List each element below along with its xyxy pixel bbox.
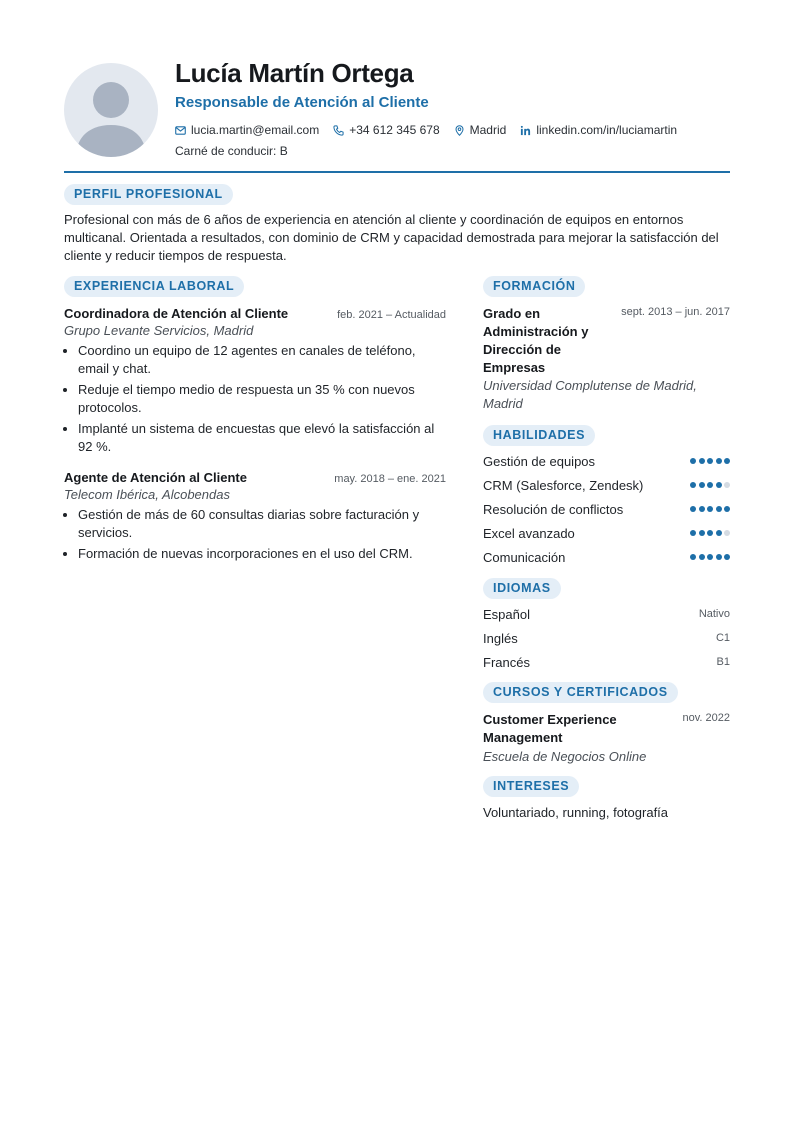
user-silhouette-icon (64, 63, 158, 157)
experience-item (64, 306, 446, 459)
skill-dot-filled (716, 458, 722, 464)
skill-dot-empty (724, 530, 730, 536)
section-heading-education: FORMACIÓN (483, 276, 585, 297)
skill-dot-filled (699, 554, 705, 560)
degree-institution: Universidad Complutense de Madrid, Madrid (483, 378, 697, 411)
email-text: lucia.martin@email.com (191, 123, 320, 137)
course-date: nov. 2022 (682, 712, 730, 724)
skill-dot-empty (724, 482, 730, 488)
skill-level-dots (688, 482, 731, 488)
section-heading-experience: EXPERIENCIA LABORAL (64, 276, 244, 297)
skill-dot-filled (690, 530, 696, 536)
skill-dot-filled (690, 506, 696, 512)
driving-license: Carné de conducir: B (175, 144, 288, 158)
language-level: B1 (716, 656, 730, 668)
avatar (64, 63, 158, 157)
section-heading-languages: IDIOMAS (483, 578, 561, 599)
section-heading-profile: PERFIL PROFESIONAL (64, 184, 233, 205)
skill-name: Excel avanzado (483, 525, 575, 541)
language-level: Nativo (698, 608, 730, 620)
job-bullet: • Reduje el tiempo medio de respuesta un 35 % con nuevos protocolos. (78, 381, 446, 417)
language-level: C1 (715, 632, 730, 644)
skill-dot-filled (699, 530, 705, 536)
skill-dot-filled (724, 506, 730, 512)
contact-location (454, 123, 507, 137)
job-bullet: • Implanté un sistema de encuestas que elevó la satisfacción al 92 %. (78, 420, 446, 456)
interests-text: Voluntariado, running, fotografía (483, 805, 669, 820)
skill-row (483, 521, 730, 545)
section-heading-interests: INTERESES (483, 776, 579, 797)
education-item (483, 305, 730, 413)
skill-dot-filled (716, 530, 722, 536)
job-bullet: • Coordino un equipo de 12 agentes en canales de teléfono, email y chat. (78, 342, 446, 378)
degree-date: sept. 2013 – jun. 2017 (621, 306, 730, 318)
job-title: Coordinadora de Atención al Cliente (64, 306, 289, 321)
skill-level-dots (688, 530, 731, 536)
skill-level-dots (688, 458, 731, 464)
languages-list (483, 602, 730, 674)
skill-dot-filled (707, 554, 713, 560)
language-row (483, 626, 730, 650)
contact-phone[interactable] (333, 123, 439, 137)
skill-row (483, 473, 730, 497)
skill-name: Comunicación (483, 549, 566, 565)
linkedin-text: linkedin.com/in/luciamartin (536, 123, 678, 137)
language-name: Español (483, 606, 530, 622)
skill-dot-filled (699, 458, 705, 464)
skill-dot-filled (716, 554, 722, 560)
skill-dot-filled (716, 506, 722, 512)
skill-dot-filled (724, 458, 730, 464)
job-company: Telecom Ibérica, Alcobendas (64, 487, 230, 502)
language-name: Inglés (483, 630, 518, 646)
skill-dot-filled (690, 482, 696, 488)
skills-list (483, 449, 730, 569)
experience-item (64, 470, 446, 566)
candidate-role: Responsable de Atención al Cliente (175, 94, 429, 111)
skill-name: CRM (Salesforce, Zendesk) (483, 477, 644, 493)
contact-email[interactable] (175, 123, 319, 137)
job-company: Grupo Levante Servicios, Madrid (64, 323, 254, 338)
skill-dot-filled (707, 458, 713, 464)
location-text: Madrid (469, 123, 507, 137)
contact-list (175, 123, 691, 137)
skill-dot-filled (707, 506, 713, 512)
job-bullet: • Formación de nuevas incorporaciones en el uso del CRM. (78, 545, 446, 563)
course-item (483, 711, 730, 766)
skill-dot-filled (707, 530, 713, 536)
language-row (483, 650, 730, 674)
skill-dot-filled (724, 554, 730, 560)
skill-row (483, 497, 730, 521)
contact-linkedin[interactable] (520, 123, 677, 137)
degree-title: Grado en Administración y Dirección de Empresas (483, 306, 589, 375)
skill-level-dots (688, 554, 731, 560)
language-row (483, 602, 730, 626)
skill-dot-filled (699, 482, 705, 488)
language-name: Francés (483, 654, 530, 670)
job-bullet: • Gestión de más de 60 consultas diarias sobre facturación y servicios. (78, 506, 446, 542)
skill-row (483, 449, 730, 473)
skill-name: Gestión de equipos (483, 453, 596, 469)
map-pin-icon (454, 125, 465, 136)
section-heading-skills: HABILIDADES (483, 425, 595, 446)
course-provider: Escuela de Negocios Online (483, 749, 647, 764)
skill-dot-filled (699, 506, 705, 512)
skill-dot-filled (690, 458, 696, 464)
section-heading-courses: CURSOS Y CERTIFICADOS (483, 682, 678, 703)
course-title: Customer Experience Management (483, 712, 617, 745)
linkedin-icon (520, 125, 531, 136)
skill-dot-filled (716, 482, 722, 488)
job-bullets (64, 342, 446, 456)
skill-dot-filled (707, 482, 713, 488)
job-bullets (64, 506, 446, 563)
job-date: may. 2018 – ene. 2021 (334, 473, 446, 485)
header-divider (64, 171, 730, 173)
skill-level-dots (688, 506, 731, 512)
job-date: feb. 2021 – Actualidad (337, 309, 446, 321)
job-title: Agente de Atención al Cliente (64, 470, 247, 485)
skill-name: Resolución de conflictos (483, 501, 624, 517)
skill-dot-filled (690, 554, 696, 560)
phone-text: +34 612 345 678 (349, 123, 440, 137)
candidate-name: Lucía Martín Ortega (175, 58, 414, 88)
profile-summary: Profesional con más de 6 años de experiencia en atención al cliente y coordinación de equipos en entornos multicanal. Orientada a resultados, con dominio de CRM y capacidad demostrada para mejorar la satisfacción del cliente y reducir tiempos de respuesta. (64, 212, 719, 263)
phone-icon (333, 125, 344, 136)
envelope-icon (175, 125, 186, 136)
skill-row (483, 545, 730, 569)
